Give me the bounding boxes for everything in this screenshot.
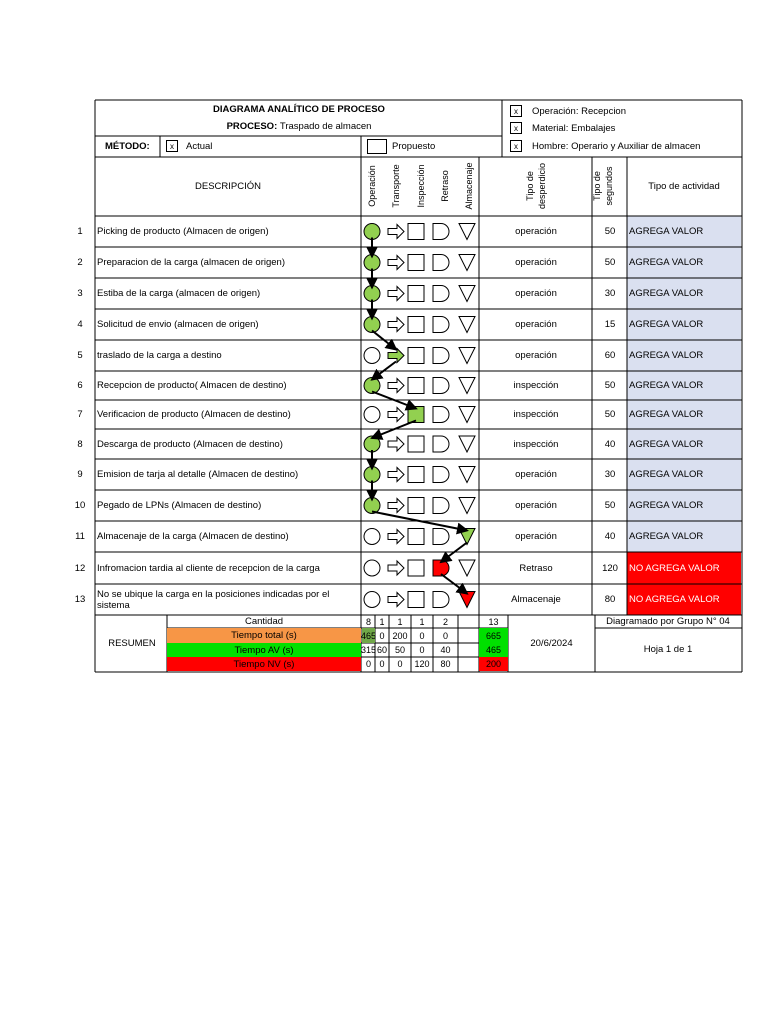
summary-totals-cell: 200 xyxy=(392,630,408,641)
nv-label: Tiempo NV (s) xyxy=(167,657,361,671)
row-description: Infromacion tardia al cliente de recepcion de la carga xyxy=(97,562,320,574)
seconds-header-1: Tipo de xyxy=(592,171,602,201)
row-activity-type: AGREGA VALOR xyxy=(627,429,741,459)
row-number: 4 xyxy=(77,319,83,330)
row-activity-type: AGREGA VALOR xyxy=(627,490,741,521)
row-seconds: 50 xyxy=(604,257,616,268)
row-number: 2 xyxy=(77,257,83,268)
activity-type-header: Tipo de actividad xyxy=(648,180,720,192)
operation-circle-icon xyxy=(364,560,380,576)
summary-av-cell: 60 xyxy=(376,645,387,655)
summary-totals-cell: 0 xyxy=(419,630,425,641)
row-seconds: 50 xyxy=(604,409,616,420)
delay-d-icon xyxy=(433,286,449,302)
inspection-square-icon xyxy=(408,348,424,364)
row-description: Recepcion de producto( Almacen de destino) xyxy=(97,380,287,391)
delay-d-icon xyxy=(433,255,449,271)
storage-triangle-icon xyxy=(459,592,475,608)
summary-av-cell: 315 xyxy=(360,645,377,655)
transport-arrow-icon xyxy=(388,379,404,393)
storage-triangle-icon xyxy=(459,560,475,576)
inspection-square-icon xyxy=(408,592,424,608)
row-activity-type: AGREGA VALOR xyxy=(627,521,741,552)
process-label: PROCESO: xyxy=(226,120,278,132)
row-number: 12 xyxy=(74,562,86,574)
transport-arrow-icon xyxy=(388,593,404,607)
transport-arrow-icon xyxy=(388,318,404,332)
row-activity-type: AGREGA VALOR xyxy=(627,247,741,278)
flow-connector-line xyxy=(372,331,396,350)
row-activity-type: AGREGA VALOR xyxy=(627,216,741,247)
row-activity-type: NO AGREGA VALOR xyxy=(627,552,741,584)
inspection-square-icon xyxy=(408,498,424,514)
summary-totals-cell: 0 xyxy=(379,630,385,641)
inspection-square-icon xyxy=(408,317,424,333)
storage-triangle-icon xyxy=(459,255,475,271)
inspection-square-icon xyxy=(408,407,424,423)
seconds-header-2: segundos xyxy=(604,166,614,206)
summary-totals-cell: 665 xyxy=(479,628,508,643)
transport-arrow-icon xyxy=(388,561,404,575)
operation-circle-icon xyxy=(364,436,380,452)
row-description: Emision de tarja al detalle (Almacen de destino) xyxy=(97,469,299,480)
summary-nv-cell: 200 xyxy=(479,657,508,671)
row-description: Almacenaje de la carga (Almacen de destino) xyxy=(97,531,289,542)
delay-d-icon xyxy=(433,407,449,423)
operation-circle-icon xyxy=(364,255,380,271)
row-description: Verificacion de producto (Almacen de destino) xyxy=(97,409,291,420)
flow-connector-line xyxy=(441,543,467,563)
row-activity-type: AGREGA VALOR xyxy=(627,340,741,371)
row-waste-type: operación xyxy=(515,531,557,542)
row-seconds: 40 xyxy=(604,531,616,542)
summary-counts-cell: 13 xyxy=(488,616,499,627)
flow-connector-line xyxy=(372,421,416,439)
delay-d-icon xyxy=(433,560,449,576)
delay-d-icon xyxy=(433,378,449,394)
flow-connector-line xyxy=(372,362,396,380)
row-number: 5 xyxy=(77,350,83,361)
row-waste-type: inspección xyxy=(513,409,559,420)
av-label: Tiempo AV (s) xyxy=(167,643,361,657)
operation-header: Operación xyxy=(367,165,377,207)
transport-arrow-icon xyxy=(388,468,404,482)
summary-av-cell: 40 xyxy=(440,645,451,655)
actual-label: Actual xyxy=(186,140,213,152)
summary-av-cell: 50 xyxy=(394,645,405,655)
row-waste-type: operación xyxy=(515,257,557,268)
summary-nv-cell: 0 xyxy=(365,659,371,669)
operation-circle-icon xyxy=(364,317,380,333)
row-seconds: 120 xyxy=(602,562,618,574)
row-description: traslado de la carga a destino xyxy=(97,350,222,361)
row-description: Descarga de producto (Almacen de destino) xyxy=(97,438,283,450)
operation-circle-icon xyxy=(364,467,380,483)
row-waste-type: operación xyxy=(515,350,557,361)
inspection-square-icon xyxy=(408,467,424,483)
row-number: 1 xyxy=(77,226,83,237)
summary-nv-cell: 80 xyxy=(440,659,451,669)
transport-arrow-icon xyxy=(388,408,404,422)
inspection-square-icon xyxy=(408,529,424,545)
row-seconds: 30 xyxy=(604,288,616,299)
row-waste-type: operación xyxy=(515,469,557,480)
row-description: Solicitud de envio (almacen de origen) xyxy=(97,319,259,330)
row-number: 13 xyxy=(74,594,86,605)
transport-arrow-icon xyxy=(388,349,404,363)
row-activity-type: AGREGA VALOR xyxy=(627,371,741,400)
row-description: Pegado de LPNs (Almacen de destino) xyxy=(97,500,262,511)
inspection-square-icon xyxy=(408,436,424,452)
row-waste-type: Almacenaje xyxy=(511,594,561,605)
waste-type-header-2: desperdicio xyxy=(537,162,547,210)
row-activity-type: AGREGA VALOR xyxy=(627,459,741,490)
summary-counts-cell: 1 xyxy=(419,616,425,627)
inspection-square-icon xyxy=(408,255,424,271)
storage-triangle-icon xyxy=(459,224,475,240)
row-waste-type: operación xyxy=(515,500,557,511)
total-label: Tiempo total (s) xyxy=(167,628,361,643)
delay-d-icon xyxy=(433,529,449,545)
summary-counts-cell: 1 xyxy=(379,616,385,627)
row-seconds: 30 xyxy=(604,469,616,480)
page-label: Hoja 1 de 1 xyxy=(643,644,693,655)
transport-arrow-icon xyxy=(388,225,404,239)
summary-counts-cell: 8 xyxy=(365,616,371,627)
operation-circle-icon xyxy=(364,348,380,364)
inspection-square-icon xyxy=(408,286,424,302)
operation-info: Operación: Recepcion xyxy=(532,105,626,117)
inspection-square-icon xyxy=(408,560,424,576)
operation-circle-icon xyxy=(364,592,380,608)
row-number: 10 xyxy=(74,500,86,511)
delay-d-icon xyxy=(433,498,449,514)
document-title: DIAGRAMA ANALÍTICO DE PROCESO xyxy=(213,103,385,115)
delay-d-icon xyxy=(433,317,449,333)
author-label: Diagramado por Grupo N° 04 xyxy=(606,616,730,627)
flow-connector-line xyxy=(372,512,467,531)
row-activity-type: NO AGREGA VALOR xyxy=(627,584,741,615)
row-waste-type: inspección xyxy=(513,438,559,450)
storage-triangle-icon xyxy=(459,378,475,394)
storage-triangle-icon xyxy=(459,529,475,545)
delay-d-icon xyxy=(433,348,449,364)
summary-totals-cell: 465 xyxy=(362,628,375,643)
row-description: No se ubique la carga en la posiciones indicadas por el sistema xyxy=(97,588,330,611)
row-seconds: 40 xyxy=(604,438,616,450)
summary-av-cell: 0 xyxy=(419,645,425,655)
row-waste-type: operación xyxy=(515,288,557,299)
count-label: Cantidad xyxy=(244,616,284,627)
summary-totals-cell: 0 xyxy=(442,630,448,641)
proposed-label: Propuesto xyxy=(392,140,436,152)
man-info: Hombre: Operario y Auxiliar de almacen xyxy=(532,140,701,152)
summary-nv-cell: 0 xyxy=(397,659,403,669)
transport-arrow-icon xyxy=(388,437,404,451)
storage-triangle-icon xyxy=(459,286,475,302)
row-description: Picking de producto (Almacen de origen) xyxy=(97,226,269,237)
row-activity-type: AGREGA VALOR xyxy=(627,309,741,340)
storage-triangle-icon xyxy=(459,436,475,452)
operation-circle-icon xyxy=(364,407,380,423)
man-checkbox[interactable]: x xyxy=(510,140,522,152)
operation-circle-icon xyxy=(364,224,380,240)
process-value: Traspado de almacen xyxy=(279,120,372,132)
summary-counts-cell: 1 xyxy=(397,616,403,627)
waste-type-header-1: Tipo de xyxy=(525,171,535,201)
row-waste-type: operación xyxy=(515,226,557,237)
operation-circle-icon xyxy=(364,378,380,394)
flow-connector-line xyxy=(441,574,467,594)
summary-date: 20/6/2024 xyxy=(530,637,573,649)
row-number: 7 xyxy=(77,409,83,420)
transport-arrow-icon xyxy=(388,530,404,544)
summary-title: RESUMEN xyxy=(108,638,156,649)
delay-d-icon xyxy=(433,224,449,240)
delay-header: Retraso xyxy=(440,170,450,202)
actual-checkbox[interactable]: x xyxy=(166,140,178,152)
storage-triangle-icon xyxy=(459,467,475,483)
storage-header: Almacenaje xyxy=(464,162,474,210)
method-label: MÉTODO: xyxy=(105,140,150,152)
summary-nv-cell: 0 xyxy=(379,659,385,669)
row-seconds: 15 xyxy=(604,319,616,330)
row-description: Estiba de la carga (almacen de origen) xyxy=(97,288,261,299)
summary-av-cell: 465 xyxy=(479,643,508,657)
row-activity-type: AGREGA VALOR xyxy=(627,278,741,309)
transport-header: Transporte xyxy=(391,164,401,208)
row-number: 8 xyxy=(77,438,83,450)
row-seconds: 60 xyxy=(604,350,616,361)
storage-triangle-icon xyxy=(459,317,475,333)
row-number: 9 xyxy=(77,469,83,480)
delay-d-icon xyxy=(433,436,449,452)
row-waste-type: Retraso xyxy=(519,562,553,574)
row-seconds: 50 xyxy=(604,500,616,511)
row-activity-type: AGREGA VALOR xyxy=(627,400,741,429)
material-info: Material: Embalajes xyxy=(532,122,616,134)
row-number: 3 xyxy=(77,288,83,299)
operation-circle-icon xyxy=(364,286,380,302)
summary-counts-cell: 2 xyxy=(442,616,448,627)
transport-arrow-icon xyxy=(388,499,404,513)
row-seconds: 80 xyxy=(604,594,616,605)
row-waste-type: operación xyxy=(515,319,557,330)
transport-arrow-icon xyxy=(388,287,404,301)
row-number: 6 xyxy=(77,380,83,391)
summary-nv-cell: 120 xyxy=(414,659,430,669)
inspection-square-icon xyxy=(408,224,424,240)
storage-triangle-icon xyxy=(459,348,475,364)
flow-connector-line xyxy=(372,392,416,409)
delay-d-icon xyxy=(433,467,449,483)
inspection-header: Inspección xyxy=(416,164,426,208)
row-number: 11 xyxy=(75,531,85,542)
transport-arrow-icon xyxy=(388,256,404,270)
row-description: Preparacion de la carga (almacen de origen) xyxy=(97,257,285,268)
inspection-square-icon xyxy=(408,378,424,394)
storage-triangle-icon xyxy=(459,498,475,514)
delay-d-icon xyxy=(433,592,449,608)
description-header: DESCRIPCIÓN xyxy=(195,180,261,192)
material-checkbox[interactable]: x xyxy=(510,122,522,134)
row-waste-type: inspección xyxy=(513,380,559,391)
operation-circle-icon xyxy=(364,498,380,514)
operation-checkbox[interactable]: x xyxy=(510,105,522,117)
storage-triangle-icon xyxy=(459,407,475,423)
row-seconds: 50 xyxy=(604,380,616,391)
operation-circle-icon xyxy=(364,529,380,545)
row-seconds: 50 xyxy=(604,226,616,237)
